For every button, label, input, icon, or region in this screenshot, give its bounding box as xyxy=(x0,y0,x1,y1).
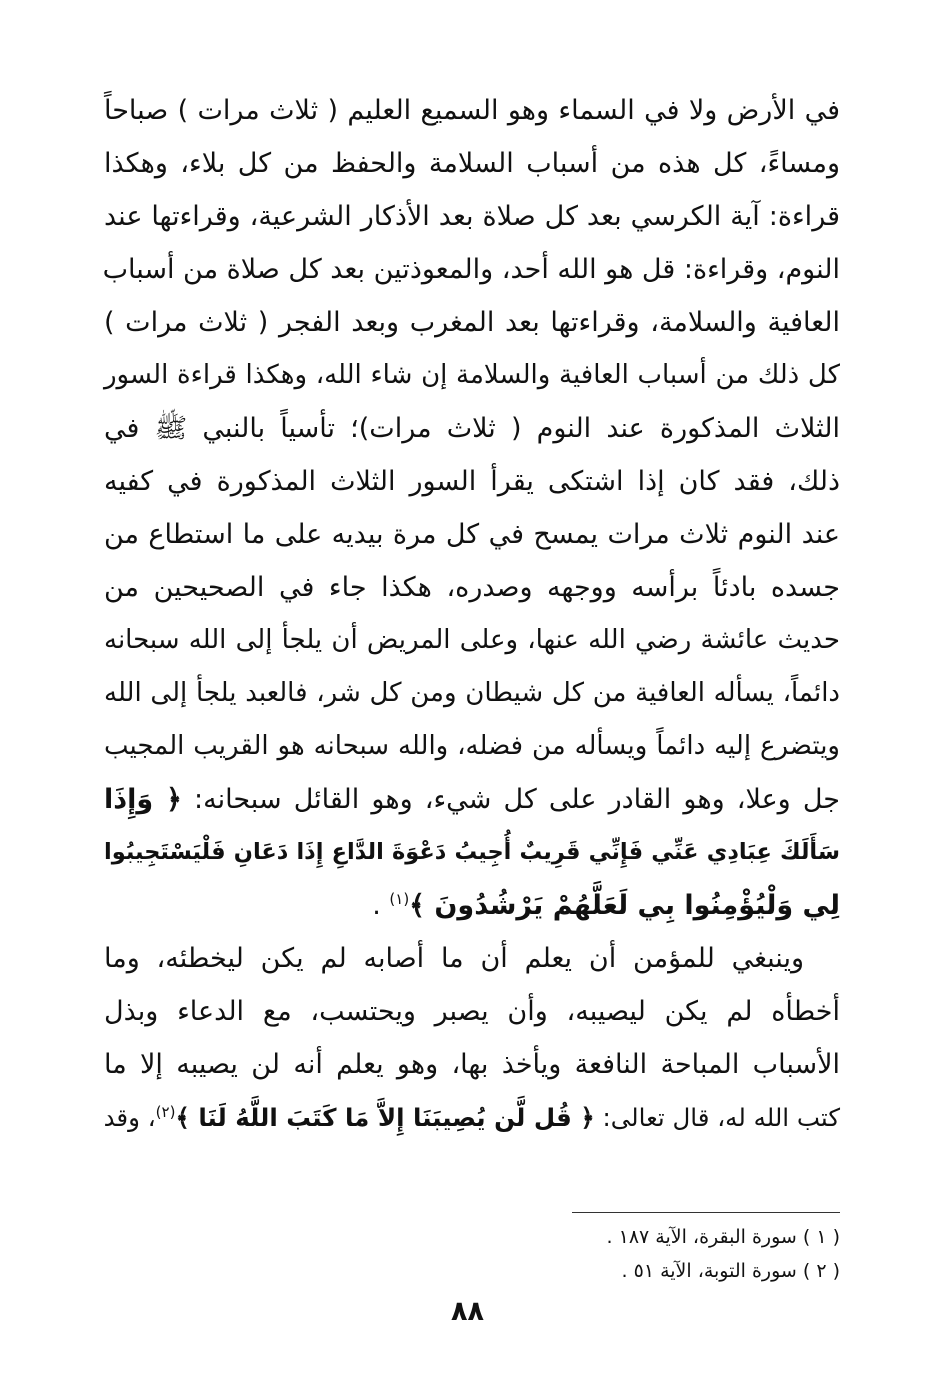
footnote: ( ١ ) سورة البقرة، الآية ١٨٧ . xyxy=(606,1226,840,1248)
body-text xyxy=(104,84,840,1144)
text-line xyxy=(104,879,840,932)
footnote: ( ٢ ) سورة التوبة، الآية ٥١ . xyxy=(621,1260,840,1282)
page-number: ٨٨ xyxy=(451,1296,484,1327)
text-line: دائماً، يسأله العافية من كل شيطان ومن كل شر، فالعبد يلجأ إلى الله xyxy=(104,678,840,708)
text-line: كل ذلك من أسباب العافية والسلامة إن شاء الله، وهكذا قراءة السور xyxy=(104,360,840,390)
quran-verse: ﴿ قُل لَّن يُصِيبَنَا إِلاَّ مَا كَتَبَ اللَّهُ لَنَا ﴾ xyxy=(175,1103,595,1132)
text-line: قراءة: آية الكرسي بعد كل صلاة بعد الأذكار الشرعية، وقراءتها عند xyxy=(104,201,840,232)
line-text: كتب الله له، قال تعالى: xyxy=(594,1103,840,1132)
quran-verse: لِي وَلْيُؤْمِنُوا بِي لَعَلَّهُمْ يَرْشُدُونَ ﴾ xyxy=(409,890,840,921)
text-line: أخطأه لم يكن ليصيبه، وأن يصبر ويحتسب، مع الدعاء وبذل xyxy=(104,996,840,1027)
text-line: وينبغي للمؤمن أن يعلم أن ما أصابه لم يكن ليخطئه، وما xyxy=(104,943,804,974)
line-text: . xyxy=(372,890,390,921)
footnote-ref: (٢) xyxy=(155,1102,176,1121)
text-line: العافية والسلامة، وقراءتها بعد المغرب وبعد الفجر ( ثلاث مرات ) xyxy=(104,307,840,338)
text-line: جسده بادئاً برأسه ووجهه وصدره، هكذا جاء في الصحيحين من xyxy=(104,572,840,603)
text-line: الأسباب المباحة النافعة ويأخذ بها، وهو يعلم أنه لن يصيبه إلا ما xyxy=(104,1049,840,1080)
footnote-divider xyxy=(572,1212,840,1213)
text-line xyxy=(104,773,840,826)
text-line: عند النوم ثلاث مرات يمسح في كل مرة بيديه على ما استطاع من xyxy=(104,519,840,550)
text-line: ويتضرع إليه دائماً ويسأله من فضله، والله سبحانه هو القريب المجيب xyxy=(104,731,840,761)
text-line: ومساءً، كل هذه من أسباب السلامة والحفظ من كل بلاء، وهكذا xyxy=(104,148,840,179)
text-line: حديث عائشة رضي الله عنها، وعلى المريض أن يلجأ إلى الله سبحانه xyxy=(104,625,840,655)
text-line: ذلك، فقد كان إذا اشتكى يقرأ السور الثلاث المذكورة في كفيه xyxy=(104,466,840,497)
text-line: النوم، وقراءة: قل هو الله أحد، والمعوذتين بعد كل صلاة من أسباب xyxy=(102,254,840,285)
footnotes xyxy=(440,1220,840,1288)
line-text: جل وعلا، وهو القادر على كل شيء، وهو القائل سبحانه: xyxy=(181,784,840,815)
text-line: في الأرض ولا في السماء وهو السميع العليم ( ثلاث مرات ) صباحاً xyxy=(104,95,840,126)
line-text: ، وقد xyxy=(103,1103,156,1132)
text-line: الثلاث المذكورة عند النوم ( ثلاث مرات)؛ تأسياً بالنبي ﷺ في xyxy=(104,413,840,444)
text-line xyxy=(104,1091,840,1144)
quran-verse: ﴿ وَإِذَا xyxy=(104,784,182,815)
footnote-ref: (١) xyxy=(389,890,410,908)
quran-verse-line: سَأَلَكَ عِبَادِي عَنِّي فَإِنِّي قَرِيبٌ أُجِيبُ دَعْوَةَ الدَّاعِ إِذَا دَعَانِ فَلْيَسْتَجِيبُوا xyxy=(104,839,840,865)
